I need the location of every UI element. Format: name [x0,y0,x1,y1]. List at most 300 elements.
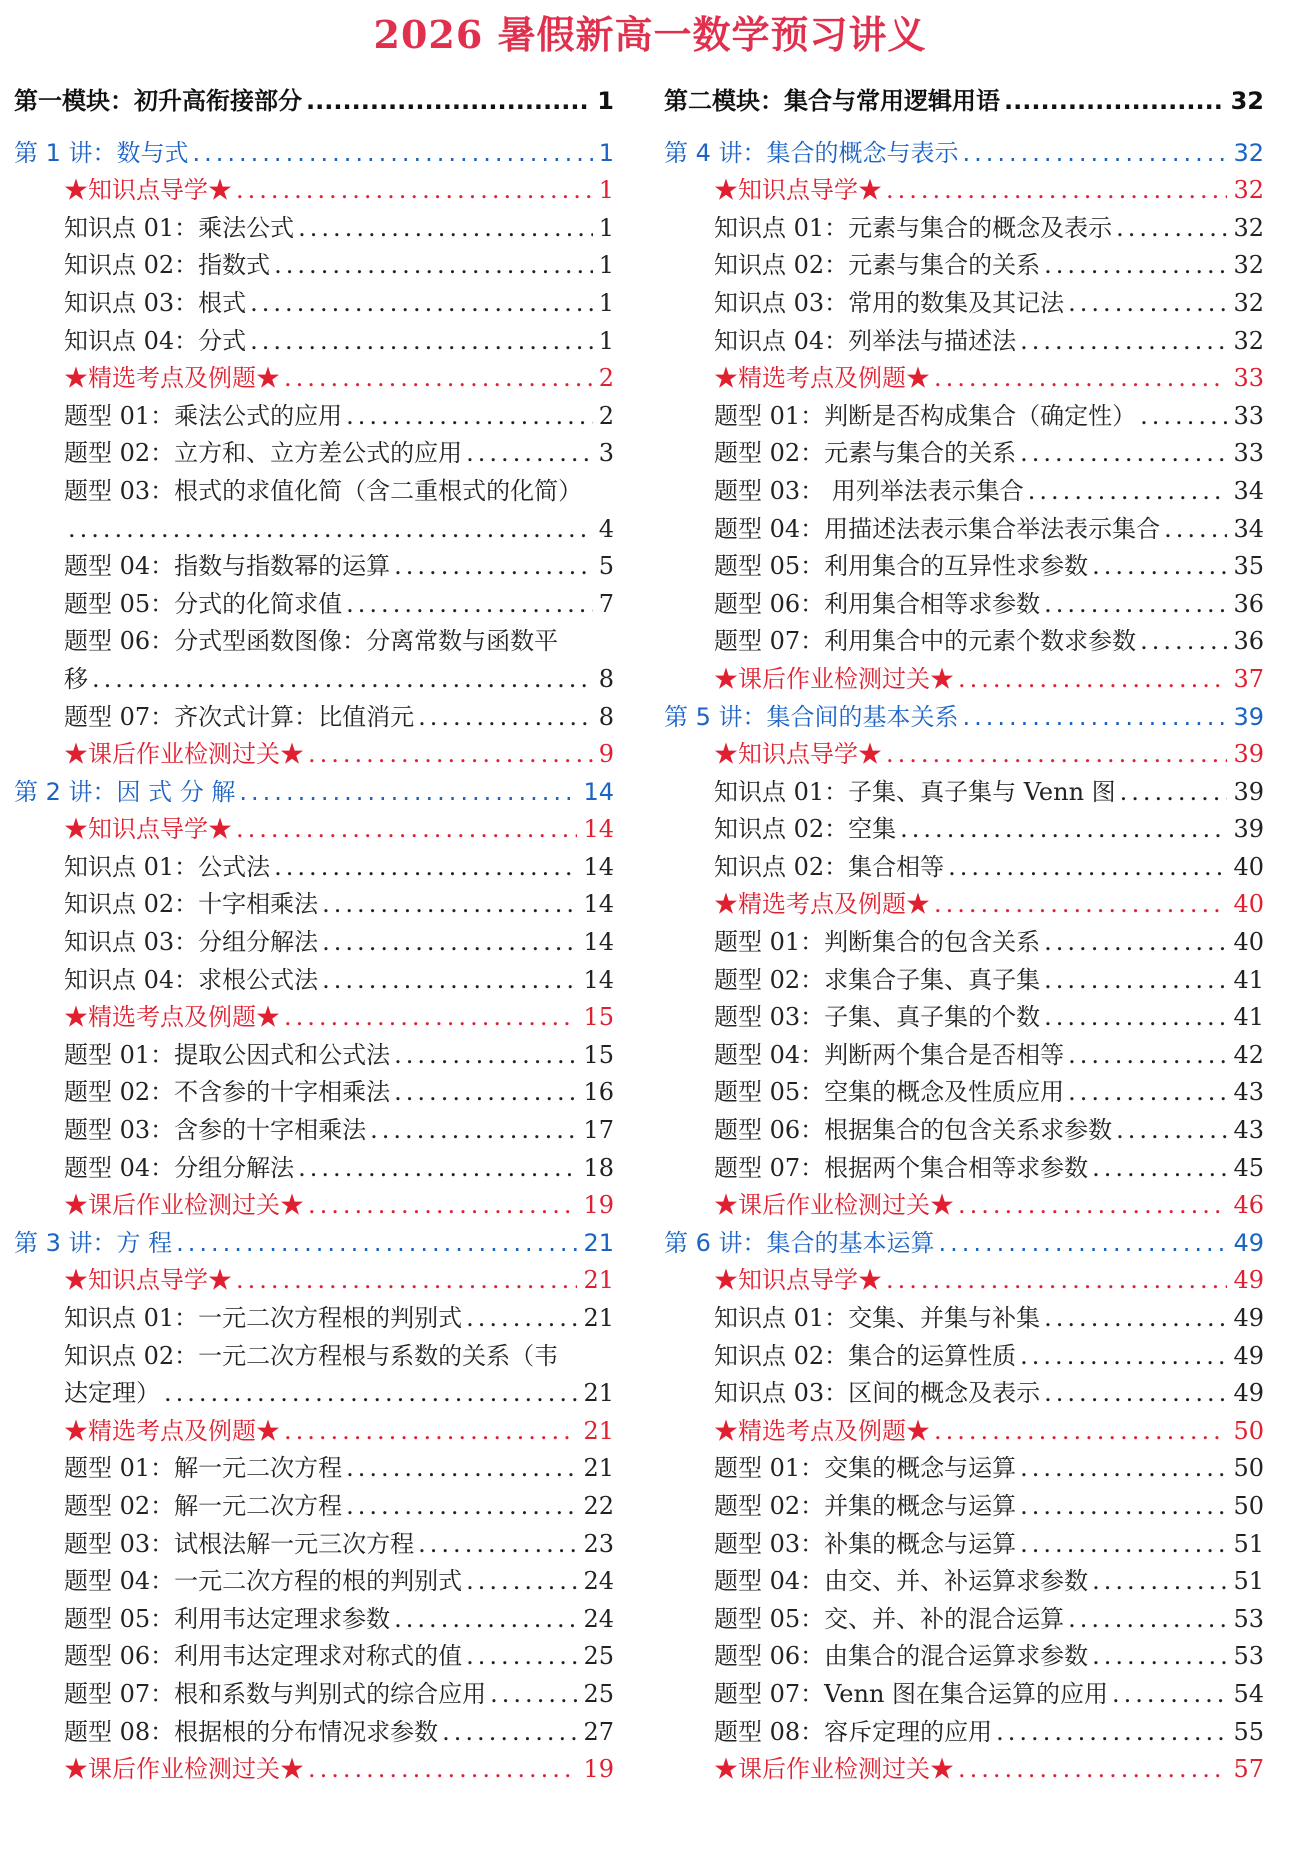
toc-entry-label: ★知识点导学★ [64,1266,232,1295]
toc-entry-page: 33 [1233,439,1264,468]
toc-item[interactable] [14,1559,614,1597]
dot-leader [250,326,593,356]
toc-section[interactable] [664,168,1264,206]
toc-item[interactable] [664,1446,1264,1484]
dot-leader [934,1416,1227,1446]
toc-entry-page: 49 [1233,1304,1264,1332]
toc-entry-label: 题型 02：并集的概念与运算 [714,1491,1017,1520]
toc-entry-page: 15 [583,1003,614,1032]
dot-leader [1044,250,1227,280]
dot-leader [442,1717,577,1747]
toc-lecture[interactable] [664,1220,1264,1258]
toc-column-right [664,78,1264,1784]
toc-entry-label: 知识点 01：公式法 [64,852,271,881]
toc-entry-label: 知识点 02：集合的运算性质 [714,1341,1017,1370]
toc-entry-page: 40 [1233,852,1264,881]
toc-item[interactable] [14,957,614,995]
dot-leader [346,589,593,619]
dot-leader [466,438,593,468]
toc-section[interactable] [14,732,614,770]
toc-entry-label: ★知识点导学★ [64,176,232,205]
toc-entry-page: 9 [598,740,614,769]
toc-item[interactable] [664,506,1264,544]
toc-entry-label: 第 3 讲：方 程 [14,1228,173,1257]
dot-leader [1164,514,1227,544]
toc-item[interactable] [664,1070,1264,1108]
toc-entry-label: 知识点 04：求根公式法 [64,965,319,994]
dot-leader [1020,438,1227,468]
toc-item[interactable] [664,1709,1264,1747]
toc-entry-label: ★课后作业检测过关★ [714,1755,954,1784]
toc-entry-page: 50 [1233,1491,1264,1520]
dot-leader [1020,1529,1227,1559]
toc-entry-page: 32 [1233,251,1264,280]
toc-entry-page: 21 [583,1454,614,1483]
toc-section[interactable] [664,1183,1264,1221]
toc-entry-page: 1 [598,251,614,280]
toc-wrap-cont-pageonly[interactable] [14,506,614,544]
toc-item[interactable] [14,280,614,318]
toc-entry-label: 题型 05：利用集合的互异性求参数 [714,552,1089,581]
toc-entry-label: 知识点 04：分式 [64,326,247,355]
dot-leader [394,1077,577,1107]
toc-item[interactable] [664,1295,1264,1333]
toc-entry-label: 题型 03：含参的十字相乘法 [64,1116,367,1145]
toc-section[interactable] [664,1747,1264,1785]
toc-lecture[interactable] [14,130,614,168]
dot-leader [298,213,593,243]
toc-lecture[interactable] [664,694,1264,732]
toc-entry-page: 32 [1233,213,1264,242]
toc-entry-label: ★知识点导学★ [714,176,882,205]
toc-item[interactable] [14,243,614,281]
toc-entry-label: 题型 03： 用列举法表示集合 [714,476,1024,505]
toc-item[interactable] [664,1032,1264,1070]
toc-entry-page: 40 [1233,890,1264,919]
toc-entry-label: 题型 05：分式的化简求值 [64,589,343,618]
toc-section[interactable] [664,1258,1264,1296]
toc-item[interactable] [14,1446,614,1484]
toc-entry-page: 32 [1233,288,1264,317]
toc-section[interactable] [14,1408,614,1446]
toc-entry-label: ★课后作业检测过关★ [64,1191,304,1220]
toc-entry-label: 题型 05：利用韦达定理求参数 [64,1604,391,1633]
toc-entry-page: 19 [583,1755,614,1784]
toc-entry-page: 43 [1233,1116,1264,1145]
toc-entry-page: 54 [1233,1679,1264,1708]
toc-entry-label: 题型 04：指数与指数幂的运算 [64,552,391,581]
toc-item[interactable] [14,205,614,243]
dot-leader [164,1378,577,1408]
toc-entry-label: 第 6 讲：集合的基本运算 [664,1228,935,1257]
toc-item[interactable] [664,1371,1264,1409]
toc-entry-label: 知识点 01：交集、并集与补集 [714,1304,1041,1332]
dot-leader [250,288,593,318]
toc-item[interactable] [664,769,1264,807]
dot-leader [418,702,593,732]
toc-entry-page: 1 [598,288,614,317]
toc-entry-page: 45 [1233,1153,1264,1182]
toc-entry-page: 24 [583,1567,614,1596]
dot-leader [284,1002,577,1032]
dot-leader [934,889,1227,919]
toc-entry-page: 3 [598,439,614,468]
toc-entry-page: 23 [583,1529,614,1558]
toc-section[interactable] [664,882,1264,920]
toc-entry-label: 题型 02：不含参的十字相乘法 [64,1078,391,1107]
toc-entry-label: ★精选考点及例题★ [714,890,930,919]
toc-entry-label: 题型 08：容斥定理的应用 [714,1717,993,1746]
dot-leader [466,1566,577,1596]
toc-section[interactable] [14,356,614,394]
toc-entry-label: 第一模块：初升高衔接部分 [14,87,302,115]
page-title: 2026 暑假新高一数学预习讲义 [373,12,927,57]
toc-item[interactable] [664,1634,1264,1672]
dot-leader [306,86,591,116]
dot-leader [236,1265,577,1295]
toc-entry-label: 题型 06：利用集合相等求参数 [714,589,1041,618]
dot-leader [1116,1115,1227,1145]
toc-entry-label: 第二模块：集合与常用逻辑用语 [664,87,1000,115]
dot-leader [900,814,1227,844]
toc-entry-page: 41 [1233,965,1264,994]
dot-leader [948,852,1227,882]
dot-leader [1092,1153,1227,1183]
toc-wrap-first[interactable] [14,1333,614,1371]
toc-item[interactable] [14,1107,614,1145]
toc-entry-page: 16 [583,1078,614,1107]
toc-entry-page: 53 [1233,1642,1264,1671]
toc-entry-page: 2 [598,364,614,393]
toc-item[interactable] [664,205,1264,243]
toc-item[interactable] [664,619,1264,657]
toc-item[interactable] [14,1596,614,1634]
toc-item[interactable] [664,844,1264,882]
toc-entry-page: 43 [1233,1078,1264,1107]
toc-item[interactable] [664,581,1264,619]
dot-leader [236,814,577,844]
toc-entry-page: 33 [1233,401,1264,430]
toc-entry-page: 18 [583,1153,614,1182]
toc-entry-page: 7 [598,589,614,618]
toc-entry-label: 题型 04：一元二次方程的根的判别式 [64,1567,463,1596]
toc-entry-page: 24 [583,1604,614,1633]
toc-entry-page: 57 [1233,1755,1264,1784]
toc-item[interactable] [664,1521,1264,1559]
dot-leader [886,739,1227,769]
toc-entry-label: ★知识点导学★ [64,815,232,844]
toc-entry-page: 35 [1233,552,1264,581]
dot-leader [284,363,593,393]
toc-entry-label: 知识点 03：常用的数集及其记法 [714,288,1065,317]
toc-entry-label: 题型 06：利用韦达定理求对称式的值 [64,1642,463,1671]
dot-leader [322,927,577,957]
dot-leader [963,138,1228,168]
toc-section[interactable] [14,168,614,206]
toc-entry-label: 知识点 01：元素与集合的概念及表示 [714,213,1113,242]
toc-entry-label: 题型 04：分组分解法 [64,1153,295,1182]
toc-item[interactable] [664,318,1264,356]
toc-entry-label: 题型 02：求集合子集、真子集 [714,965,1041,994]
toc-entry-page: 25 [583,1679,614,1708]
dot-leader [394,1040,577,1070]
toc-section[interactable] [14,1258,614,1296]
toc-item[interactable] [14,1709,614,1747]
toc-entry-page: 15 [583,1040,614,1069]
toc-entry-label: 题型 04：判断两个集合是否相等 [714,1040,1065,1069]
toc-entry-label: 题型 03：补集的概念与运算 [714,1529,1017,1558]
toc-item[interactable] [664,280,1264,318]
dot-leader [934,363,1227,393]
toc-item[interactable] [14,919,614,957]
dot-leader [1092,1566,1227,1596]
toc-entry-label: 第 1 讲：数与式 [14,138,189,167]
toc-entry-label: 题型 01：乘法公式的应用 [64,401,343,430]
dot-leader [996,1717,1227,1747]
toc-entry-page: 36 [1233,627,1264,656]
toc-entry-label: ★课后作业检测过关★ [714,664,954,693]
toc-item[interactable] [664,544,1264,582]
toc-wrap-first[interactable] [14,619,614,657]
toc-entry-page: 4 [598,514,614,543]
toc-entry-label: 知识点 02：一元二次方程根与系数的关系（韦 [64,1341,559,1370]
toc-entry-label: 知识点 04：列举法与描述法 [714,326,1017,355]
toc-entry-label: 题型 04：由交、并、补运算求参数 [714,1567,1089,1596]
toc-entry-page: 32 [1233,326,1264,355]
dot-leader [490,1679,577,1709]
toc-entry-label: 题型 02：元素与集合的关系 [714,439,1017,468]
toc-entry-label: 题型 05：交、并、补的混合运算 [714,1604,1065,1633]
toc-entry-page: 17 [583,1116,614,1145]
toc-entry-label: 第 4 讲：集合的概念与表示 [664,138,959,167]
dot-leader [1120,777,1228,807]
toc-entry-page: 39 [1233,777,1264,806]
toc-entry-label: 第 2 讲：因 式 分 解 [14,777,236,806]
toc-section[interactable] [14,1747,614,1785]
toc-entry-label: 题型 06：分式型函数图像：分离常数与函数平 [64,627,559,656]
toc-item[interactable] [664,1333,1264,1371]
toc-section[interactable] [664,1408,1264,1446]
toc-entry-page: 36 [1233,589,1264,618]
toc-item[interactable] [14,844,614,882]
toc-entry-page: 34 [1233,514,1264,543]
dot-leader [1020,1491,1227,1521]
toc-item[interactable] [664,1107,1264,1145]
toc-item[interactable] [14,1032,614,1070]
toc-entry-page: 25 [583,1642,614,1671]
toc-entry-label: 题型 06：根据集合的包含关系求参数 [714,1116,1113,1145]
dot-leader [418,1529,577,1559]
toc-entry-page: 14 [583,852,614,881]
toc-entry-label: 知识点 01：一元二次方程根的判别式 [64,1304,463,1332]
toc-wrap-cont[interactable] [14,1371,614,1409]
dot-leader [958,1754,1227,1784]
toc-entry-label: 知识点 02：元素与集合的关系 [714,251,1041,280]
dot-leader [1068,1604,1227,1634]
toc-entry-label: 知识点 03：根式 [64,288,247,317]
dot-leader [274,250,593,280]
toc-entry-page: 39 [1233,740,1264,769]
toc-item[interactable] [664,431,1264,469]
toc-wrap-first[interactable] [14,468,614,506]
dot-leader [346,401,593,431]
toc-entry-label: 知识点 02：空集 [714,815,897,844]
toc-section[interactable] [664,656,1264,694]
toc-section[interactable] [14,1183,614,1221]
toc-entry-page: 1 [597,87,614,115]
toc-item[interactable] [664,1145,1264,1183]
toc-item[interactable] [664,468,1264,506]
dot-leader [394,551,593,581]
toc-entry-label: 题型 06：由集合的混合运算求参数 [714,1642,1089,1671]
toc-entry-page: 1 [598,326,614,355]
toc-entry-label: 题型 07：根据两个集合相等求参数 [714,1153,1089,1182]
dot-leader [176,1228,577,1258]
toc-section[interactable] [14,807,614,845]
toc-lecture[interactable] [14,769,614,807]
dot-leader [1068,1077,1227,1107]
toc-entry-label: ★精选考点及例题★ [64,1416,280,1445]
dot-leader [1092,551,1227,581]
toc-entry-page: 2 [598,401,614,430]
dot-leader [886,175,1227,205]
toc-item[interactable] [14,1295,614,1333]
toc-entry-page: 21 [583,1228,614,1257]
toc-module[interactable] [14,78,614,130]
toc-entry-page: 49 [1233,1379,1264,1408]
toc-entry-page: 49 [1233,1228,1264,1257]
toc-item[interactable] [14,1070,614,1108]
toc-entry-label: ★精选考点及例题★ [64,364,280,393]
dot-leader [1044,965,1227,995]
toc-entry-page: 32 [1233,176,1264,205]
toc-entry-page: 1 [598,176,614,205]
dot-leader [1044,927,1227,957]
toc-entry-page: 50 [1233,1416,1264,1445]
toc-entry-page: 50 [1233,1454,1264,1483]
toc-item[interactable] [664,919,1264,957]
dot-leader [1044,1378,1227,1408]
toc-item[interactable] [14,694,614,732]
dot-leader [68,514,593,544]
toc-wrap-cont[interactable] [14,656,614,694]
dot-leader [308,1754,577,1784]
dot-leader [1092,1641,1227,1671]
toc-item[interactable] [14,1634,614,1672]
toc-entry-label: 移 [64,664,88,693]
toc-entry-label: 题型 07：利用集合中的元素个数求参数 [714,627,1137,656]
toc-entry-page: 1 [598,138,614,167]
dot-leader [394,1604,577,1634]
toc-entry-label: 题型 05：空集的概念及性质应用 [714,1078,1065,1107]
dot-leader [1068,288,1227,318]
dot-leader [886,1265,1227,1295]
dot-leader [236,175,593,205]
toc-entry-label: 题型 03：子集、真子集的个数 [714,1003,1041,1032]
toc-entry-page: 55 [1233,1717,1264,1746]
dot-leader [1116,213,1227,243]
toc-entry-page: 21 [583,1379,614,1408]
toc-item[interactable] [664,1483,1264,1521]
dot-leader [1044,1303,1227,1333]
toc-entry-label: 知识点 01：子集、真子集与 Venn 图 [714,777,1116,806]
toc-item[interactable] [14,1145,614,1183]
toc-entry-page: 21 [583,1304,614,1332]
toc-item[interactable] [14,544,614,582]
dot-leader [239,777,577,807]
toc-module[interactable] [664,78,1264,130]
toc-lecture[interactable] [14,1220,614,1258]
toc-entry-label: 题型 03：根式的求值化简（含二重根式的化简） [64,476,583,505]
toc-entry-label: 题型 04：用描述法表示集合举法表示集合 [714,514,1161,543]
toc-entry-page: 39 [1233,815,1264,844]
toc-entry-label: ★课后作业检测过关★ [714,1191,954,1220]
toc-item[interactable] [664,807,1264,845]
toc-item[interactable] [14,1521,614,1559]
dot-leader [284,1416,577,1446]
toc-entry-page: 14 [583,815,614,844]
toc-item[interactable] [14,431,614,469]
toc-entry-label: 题型 02：立方和、立方差公式的应用 [64,439,463,468]
toc-item[interactable] [14,393,614,431]
toc-entry-page: 32 [1233,138,1264,167]
toc-section[interactable] [14,995,614,1033]
toc-item[interactable] [664,1596,1264,1634]
toc-item[interactable] [14,1483,614,1521]
toc-entry-page: 39 [1233,702,1264,731]
dot-leader [308,1190,577,1220]
dot-leader [1004,86,1225,116]
toc-entry-page: 37 [1233,664,1264,693]
toc-item[interactable] [14,581,614,619]
toc-section[interactable] [664,356,1264,394]
toc-entry-page: 49 [1233,1266,1264,1295]
toc-entry-page: 14 [583,965,614,994]
toc-item[interactable] [664,957,1264,995]
toc-entry-label: 达定理） [64,1379,160,1408]
toc-section[interactable] [664,732,1264,770]
dot-leader [958,1190,1227,1220]
dot-leader [346,1491,577,1521]
toc-entry-page: 41 [1233,1003,1264,1032]
toc-entry-page: 42 [1233,1040,1264,1069]
toc-item[interactable] [664,243,1264,281]
toc-item[interactable] [14,1671,614,1709]
toc-entry-label: 知识点 02：集合相等 [714,852,945,881]
toc-entry-label: 题型 01：判断是否构成集合（确定性） [714,401,1137,430]
toc-item[interactable] [14,882,614,920]
toc-item[interactable] [664,393,1264,431]
toc-entry-label: ★精选考点及例题★ [714,1416,930,1445]
dot-leader [958,664,1227,694]
toc-item[interactable] [14,318,614,356]
dot-leader [92,664,593,694]
toc-entry-label: ★课后作业检测过关★ [64,740,304,769]
toc-item[interactable] [664,995,1264,1033]
toc-entry-label: 题型 01：解一元二次方程 [64,1454,343,1483]
toc-entry-label: ★精选考点及例题★ [64,1003,280,1032]
toc-entry-page: 8 [598,664,614,693]
toc-item[interactable] [664,1559,1264,1597]
toc-entry-page: 21 [583,1416,614,1445]
dot-leader [1112,1679,1227,1709]
toc-lecture[interactable] [664,130,1264,168]
toc-entry-label: 题型 03：试根法解一元三次方程 [64,1529,415,1558]
dot-leader [1044,1002,1227,1032]
toc-entry-page: 51 [1233,1567,1264,1596]
toc-item[interactable] [664,1671,1264,1709]
toc-entry-label: 知识点 02：十字相乘法 [64,890,319,919]
